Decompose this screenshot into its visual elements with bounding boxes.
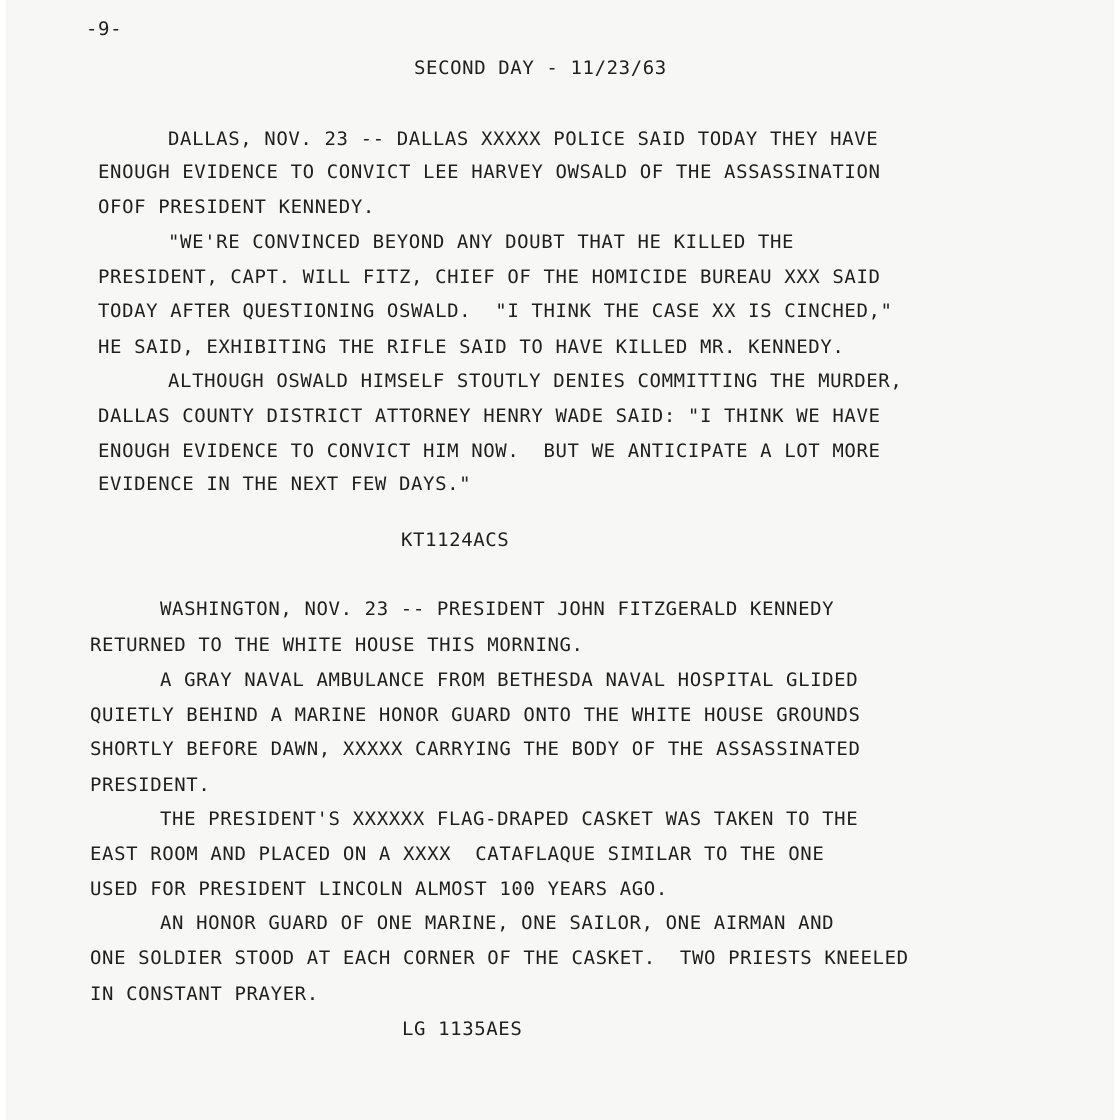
story-line: EVIDENCE IN THE NEXT FEW DAYS."	[98, 473, 472, 495]
story-line: OFOF PRESIDENT KENNEDY.	[98, 196, 375, 218]
story-line: EAST ROOM AND PLACED ON A XXXX CATAFLAQUE SIMILAR TO THE ONE	[90, 843, 825, 865]
story-line: RETURNED TO THE WHITE HOUSE THIS MORNING.	[90, 634, 584, 656]
story-line: ONE SOLDIER STOOD AT EACH CORNER OF THE CASKET. TWO PRIESTS KNEELED	[90, 947, 909, 969]
story-line: USED FOR PRESIDENT LINCOLN ALMOST 100 YEARS AGO.	[90, 878, 668, 900]
story-line: THE PRESIDENT'S XXXXXX FLAG-DRAPED CASKET WAS TAKEN TO THE	[160, 808, 859, 830]
story-line: PRESIDENT, CAPT. WILL FITZ, CHIEF OF THE HOMICIDE BUREAU XXX SAID	[98, 266, 881, 288]
story-line: SHORTLY BEFORE DAWN, XXXXX CARRYING THE BODY OF THE ASSASSINATED	[90, 738, 861, 760]
story-line: IN CONSTANT PRAYER.	[90, 983, 319, 1005]
story-slug: KT1124ACS	[401, 529, 510, 551]
story-line: ALTHOUGH OSWALD HIMSELF STOUTLY DENIES COMMITTING THE MURDER,	[168, 370, 903, 392]
story-line: HE SAID, EXHIBITING THE RIFLE SAID TO HAVE KILLED MR. KENNEDY.	[98, 336, 845, 358]
page-header: SECOND DAY - 11/23/63	[414, 57, 667, 79]
story-line: PRESIDENT.	[90, 774, 211, 796]
story-line: ENOUGH EVIDENCE TO CONVICT HIM NOW. BUT WE ANTICIPATE A LOT MORE	[98, 440, 881, 462]
page-number: -9-	[86, 18, 123, 40]
story-line: DALLAS COUNTY DISTRICT ATTORNEY HENRY WADE SAID: "I THINK WE HAVE	[98, 405, 881, 427]
story-line: ENOUGH EVIDENCE TO CONVICT LEE HARVEY OWSALD OF THE ASSASSINATION	[98, 161, 881, 183]
story-line: A GRAY NAVAL AMBULANCE FROM BETHESDA NAVAL HOSPITAL GLIDED	[160, 669, 859, 691]
teletype-page	[6, 0, 1114, 1120]
story-line: WASHINGTON, NOV. 23 -- PRESIDENT JOHN FITZGERALD KENNEDY	[160, 598, 835, 620]
story-line: "WE'RE CONVINCED BEYOND ANY DOUBT THAT HE KILLED THE	[168, 231, 795, 253]
story-line: QUIETLY BEHIND A MARINE HONOR GUARD ONTO THE WHITE HOUSE GROUNDS	[90, 704, 861, 726]
story-line: DALLAS, NOV. 23 -- DALLAS XXXXX POLICE SAID TODAY THEY HAVE	[168, 128, 879, 150]
story-line: TODAY AFTER QUESTIONING OSWALD. "I THINK THE CASE XX IS CINCHED,"	[98, 300, 893, 322]
story-line: AN HONOR GUARD OF ONE MARINE, ONE SAILOR, ONE AIRMAN AND	[160, 912, 835, 934]
story-slug: LG 1135AES	[402, 1018, 523, 1040]
